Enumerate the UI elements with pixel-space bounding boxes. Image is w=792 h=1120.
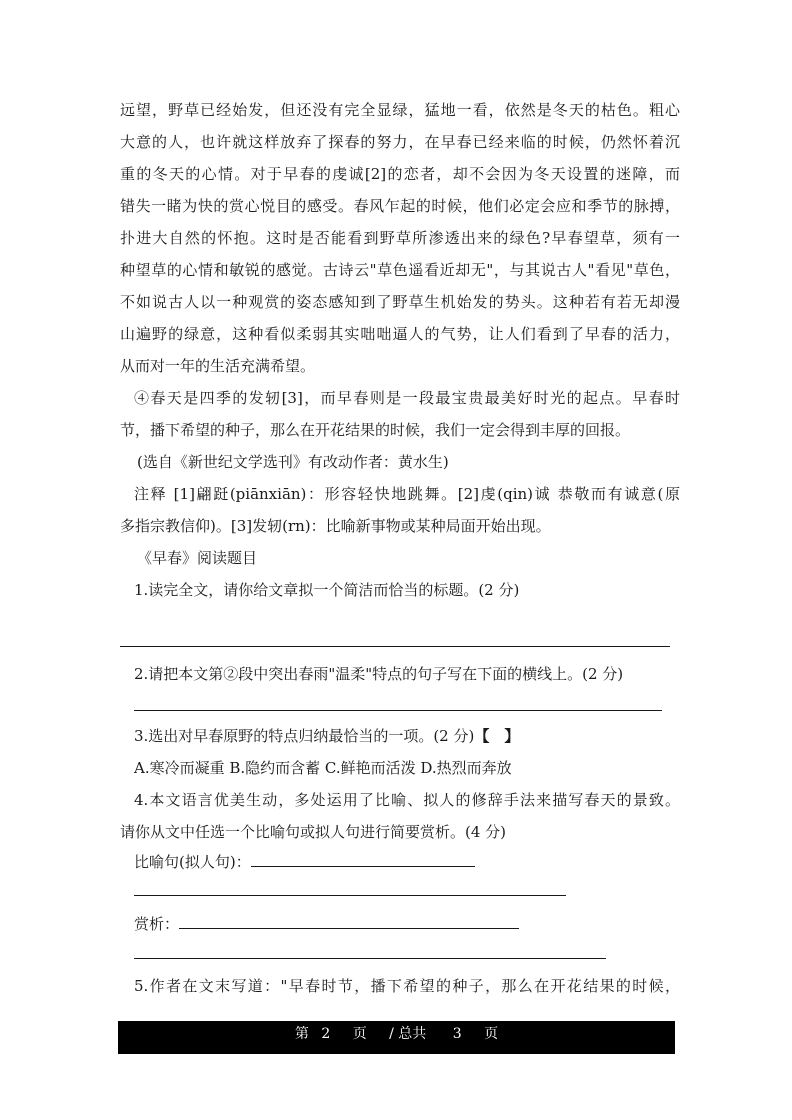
question-3 (134, 726, 680, 746)
footer-prefix: 第 (294, 1026, 309, 1042)
paragraph-3-line: 错失一睹为快的赏心悦目的感受。春风乍起的时候，他们必定会应和季节的脉搏， (120, 197, 680, 215)
paragraph-4-line: 节，播下希望的种子，那么在开花结果的时候，我们一定会得到丰厚的回报。 (120, 421, 631, 439)
answer-line-analysis-cont[interactable] (134, 958, 606, 959)
footnotes-line: 注释 [1]翩跹(piānxiān)：形容轻快地跳舞。[2]虔(qin)诚 恭敬而有诚意(原 (134, 485, 680, 503)
footer-separator: / 总共 (389, 1026, 427, 1042)
paragraph-3-line: 不如说古人以一种观赏的姿态感知到了野草生机始发的势头。这种若有若无却漫 (120, 293, 680, 311)
paragraph-4-line: ④春天是四季的发轫[3]，而早春则是一段最宝贵最美好时光的起点。早春时 (134, 389, 680, 407)
question-4-analysis-row (134, 914, 680, 934)
question-4-sentence-row (134, 852, 680, 872)
paragraph-3-line: 重的冬天的心情。对于早春的虔诚[2]的恋者，却不会因为冬天设置的迷障，而 (120, 165, 680, 183)
paragraph-3-line: 大意的人，也许就这样放弃了探春的努力，在早春已经来临的时候，仍然怀着沉 (120, 133, 680, 151)
page-footer (118, 1021, 675, 1054)
source-citation: (选自《新世纪文学选刊》有改动作者：黄水生) (137, 453, 449, 471)
answer-line-sentence-cont[interactable] (134, 895, 566, 896)
paragraph-3-line: 扑进大自然的怀抱。这时是否能看到野草所渗透出来的绿色?早春望草，须有一 (120, 229, 680, 247)
paragraph-3-line: 种望草的心情和敏锐的感觉。古诗云"草色遥看近却无"，与其说古人"看见"草色， (120, 261, 680, 279)
sentence-label: 比喻句(拟人句)： (134, 853, 251, 871)
footnotes-line: 多指宗教信仰)。[3]发轫(rn)：比喻新事物或某种局面开始出现。 (120, 517, 551, 535)
question-5: 5.作者在文末写道："早春时节，播下希望的种子，那么在开花结果的时候， (134, 977, 680, 995)
footer-mid: 页 (352, 1026, 367, 1042)
question-4-line: 4.本文语言优美生动，多处运用了比喻、拟人的修辞手法来描写春天的景致。 (134, 791, 680, 809)
footer-suffix: 页 (484, 1026, 499, 1042)
questions-heading: 《早春》阅读题目 (137, 549, 258, 567)
question-4-line: 请你从文中任选一个比喻句或拟人句进行简要赏析。(4 分) (120, 823, 507, 841)
answer-line-analysis[interactable] (179, 914, 519, 929)
question-2: 2.请把本文第②段中突出春雨"温柔"特点的句子写在下面的横线上。(2 分) (134, 665, 624, 683)
question-3-options: A.寒冷而凝重 B.隐约而含蓄 C.鲜艳而活泼 D.热烈而奔放 (134, 759, 512, 777)
answer-line-sentence[interactable] (251, 852, 475, 867)
answer-line-q2[interactable] (134, 710, 662, 711)
page-number: 2 (321, 1026, 331, 1042)
paragraph-3-line: 从而对一年的生活充满希望。 (120, 357, 316, 375)
answer-line-q1[interactable] (120, 646, 670, 647)
paragraph-3-line: 山遍野的绿意，这种看似柔弱其实咄咄逼人的气势，让人们看到了早春的活力， (120, 325, 680, 343)
question-3-text: 3.选出对早春原野的特点归纳最恰当的一项。(2 分) (134, 727, 475, 745)
analysis-label: 赏析： (134, 915, 180, 933)
question-1: 1.读完全文，请你给文章拟一个简洁而恰当的标题。(2 分) (134, 581, 520, 599)
paragraph-3-line: 远望，野草已经始发，但还没有完全显绿，猛地一看，依然是冬天的枯色。粗心 (120, 101, 680, 119)
page-total: 3 (452, 1026, 462, 1042)
answer-bracket-q3[interactable]: 【 】 (474, 727, 520, 745)
